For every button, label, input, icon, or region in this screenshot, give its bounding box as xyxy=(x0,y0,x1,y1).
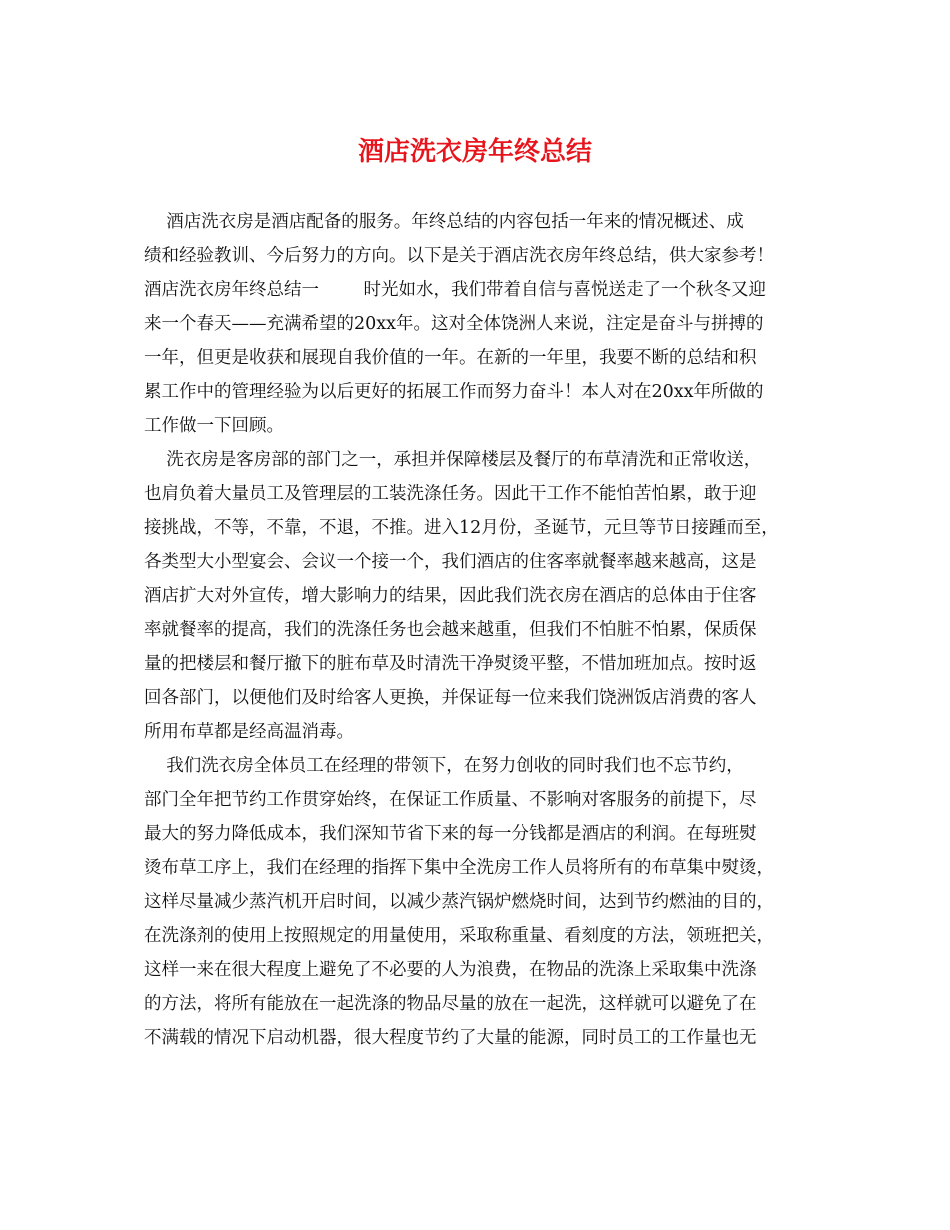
text-line: 酒店洗衣房年终总结一 时光如水，我们带着自信与喜悦送走了一个秋冬又迎 xyxy=(144,280,766,300)
text-line: 酒店洗衣房是酒店配备的服务。年终总结的内容包括一年来的情况概述、成 xyxy=(144,212,744,232)
text-line: 也肩负着大量员工及管理层的工装洗涤任务。因此干工作不能怕苦怕累，敢于迎 xyxy=(144,484,757,504)
text-line: 的方法，将所有能放在一起洗涤的物品尽量的放在一起洗，这样就可以避免了在 xyxy=(144,994,757,1014)
text-line: 烫布草工序上，我们在经理的指挥下集中全洗房工作人员将所有的布草集中熨烫， xyxy=(144,858,774,878)
text-line: 累工作中的管理经验为以后更好的拓展工作而努力奋斗！本人对在20xx年所做的 xyxy=(144,382,764,402)
text-line: 酒店扩大对外宣传，增大影响力的结果，因此我们洗衣房在酒店的总体由于住客 xyxy=(144,586,757,606)
text-line: 我们洗衣房全体员工在经理的带领下，在努力创收的同时我们也不忘节约， xyxy=(144,756,744,776)
text-line: 不满载的情况下启动机器，很大程度节约了大量的能源，同时员工的工作量也无 xyxy=(144,1028,757,1048)
text-line: 各类型大小型宴会、会议一个接一个，我们酒店的住客率就餐率越来越高，这是 xyxy=(144,552,757,572)
text-line: 接挑战，不等，不靠，不退，不推。进入12月份，圣诞节，元旦等节日接踵而至， xyxy=(144,518,779,538)
text-line: 回各部门，以便他们及时给客人更换，并保证每一位来我们饶洲饭店消费的客人 xyxy=(144,688,757,708)
text-line: 洗衣房是客房部的部门之一，承担并保障楼层及餐厅的布草清洗和正常收送， xyxy=(144,450,762,470)
text-line: 这样一来在很大程度上避免了不必要的人为浪费，在物品的洗涤上采取集中洗涤 xyxy=(144,960,757,980)
document-body xyxy=(144,205,814,1055)
text-line: 一年，但更是收获和展现自我价值的一年。在新的一年里，我要不断的总结和积 xyxy=(144,348,757,368)
text-line: 率就餐率的提高，我们的洗涤任务也会越来越重，但我们不怕脏不怕累，保质保 xyxy=(144,620,757,640)
document-title: 酒店洗衣房年终总结 xyxy=(357,137,592,167)
text-line: 工作做一下回顾。 xyxy=(144,416,284,436)
text-line: 部门全年把节约工作贯穿始终，在保证工作质量、不影响对客服务的前提下，尽 xyxy=(144,790,757,810)
text-line: 最大的努力降低成本，我们深知节省下来的每一分钱都是酒店的利润。在每班熨 xyxy=(144,824,757,844)
text-line: 来一个春天——充满希望的20xx年。这对全体饶洲人来说，注定是奋斗与拼搏的 xyxy=(144,314,764,334)
text-line: 所用布草都是经高温消毒。 xyxy=(144,722,354,742)
text-line: 在洗涤剂的使用上按照规定的用量使用，采取称重量、看刻度的方法，领班把关， xyxy=(144,926,774,946)
text-line: 量的把楼层和餐厅撤下的脏布草及时清洗干净熨烫平整，不惜加班加点。按时返 xyxy=(144,654,757,674)
text-line: 绩和经验教训、今后努力的方向。以下是关于酒店洗衣房年终总结，供大家参考！ xyxy=(144,246,774,266)
text-line: 这样尽量减少蒸汽机开启时间，以减少蒸汽锅炉燃烧时间，达到节约燃油的目的， xyxy=(144,892,774,912)
